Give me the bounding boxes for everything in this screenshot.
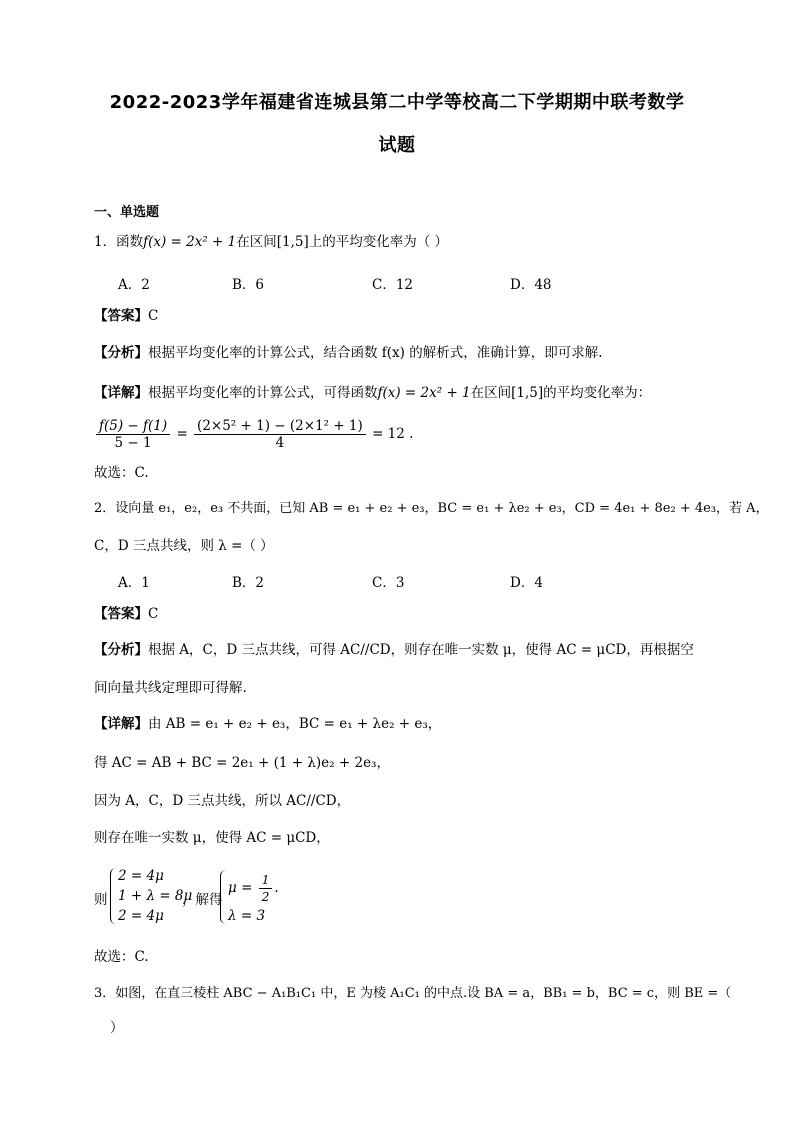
left-brace-2 [220, 870, 227, 924]
q1-stem: 1．函数f(x) = 2x² + 1在区间[1,5]上的平均变化率为（ ） [94, 234, 449, 250]
doc-title-line1: 2022-2023学年福建省连城县第二中学等校高二下学期期中联考数学 [109, 92, 685, 113]
q3-stem-line2: ） [110, 1020, 124, 1036]
q1-detail: 【详解】根据平均变化率的计算公式，可得函数f(x) = 2x² + 1在区间[1,5]的平均变化率为： [94, 385, 652, 401]
q1-option-c: C．12 [372, 277, 414, 293]
q2-option-d: D．4 [510, 575, 543, 591]
q1-answer: 【答案】C [94, 308, 159, 324]
left-brace-1 [110, 868, 117, 924]
q2-system-prefix: 则 [94, 892, 108, 908]
fraction-1: $\frac{f(5) - f(1)}{5 - 1}$ [96, 418, 170, 451]
q3-stem-line1: 3．如图，在直三棱柱 ABC − A₁B₁C₁ 中，E 为棱 A₁C₁ 的中点.设 BA = a，BB₁ = b，BC = c，则 BE =（ [94, 986, 732, 1001]
q1-option-d: D．48 [510, 277, 552, 293]
q2-conclusion: 故选：C. [94, 949, 149, 965]
q2-answer: 【答案】C [94, 606, 159, 622]
q1-analysis: 【分析】根据平均变化率的计算公式，结合函数 f(x) 的解析式，准确计算，即可求解. [94, 345, 603, 361]
q2-system-rows: 2 = 4μ 1 + λ = 8μ 2 = 4μ [118, 868, 193, 924]
q2-detail-line1: 【详解】由 AB = e₁ + e₂ + e₃，BC = e₁ + λe₂ + e₃， [94, 716, 442, 732]
section-heading: 一、单选题 [94, 205, 160, 220]
q1-option-b: B．6 [232, 277, 265, 293]
q2-system-mid: ，解得 [182, 892, 223, 908]
q2-analysis-line2: 间向量共线定理即可得解. [94, 680, 247, 696]
q2-detail-line4: 则存在唯一实数 μ，使得 AC = μCD， [94, 830, 330, 846]
q2-stem-line1: 2．设向量 e₁，e₂，e₃ 不共面，已知 AB = e₁ + e₂ + e₃，BC = e₁ + λe₂ + e₃，CD = 4e₁ + 8e₂ + 4e₃，若 A， [94, 501, 769, 516]
q2-option-a: A．1 [118, 575, 150, 591]
q2-stem-line2: C，D 三点共线，则 λ =（ ） [94, 538, 274, 554]
q2-option-b: B．2 [232, 575, 265, 591]
q2-detail-line2: 得 AC = AB + BC = 2e₁ + (1 + λ)e₂ + 2e₃， [94, 755, 390, 771]
doc-title-line2: 试题 [378, 135, 416, 156]
q2-option-c: C．3 [372, 575, 405, 591]
q2-detail-line3: 因为 A，C，D 三点共线，所以 AC//CD， [94, 793, 351, 809]
q2-solution-mu: μ = $\frac{1}{2}$ . [228, 873, 279, 904]
q1-option-a: A．2 [118, 277, 150, 293]
q1-formula: $\frac{f(5) - f(1)}{5 - 1}$ = $\frac{\text{(2×5² + 1) − (2×1² + 1)}}{4}$ = 12 . [94, 418, 413, 451]
q1-conclusion: 故选：C. [94, 465, 149, 481]
q2-analysis-line1: 【分析】根据 A，C，D 三点共线，可得 AC//CD，则存在唯一实数 μ，使得 AC = μCD，再根据空 [94, 642, 694, 658]
q2-solution-lambda: λ = 3 [228, 908, 266, 924]
fraction-2: $\frac{\text{(2×5² + 1) − (2×1² + 1)}}{4}$ [194, 418, 366, 451]
